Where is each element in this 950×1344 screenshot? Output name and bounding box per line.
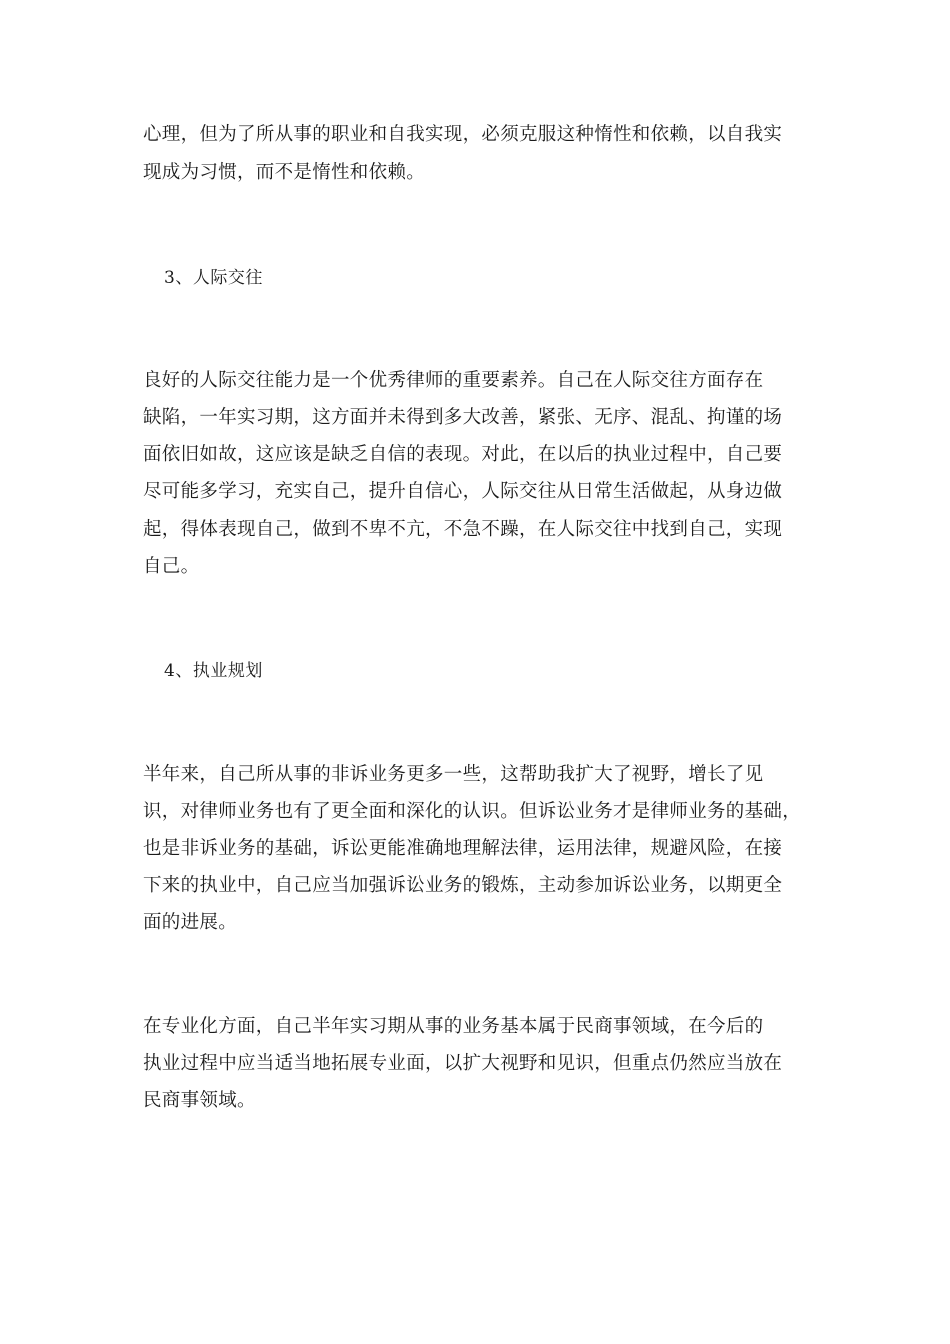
- paragraph-specialization-line-3: 民商事领域。: [143, 1090, 256, 1111]
- paragraph-practice-plan-line-2: 识，对律师业务也有了更全面和深化的认识。但诉讼业务才是律师业务的基础，: [143, 801, 802, 822]
- paragraph-interpersonal-line-4: 尽可能多学习，充实自己，提升自信心，人际交往从日常生活做起，从身边做: [143, 481, 783, 502]
- paragraph-carryover-line-2: 现成为习惯，而不是惰性和依赖。: [143, 162, 426, 183]
- paragraph-interpersonal-line-6: 自己。: [143, 556, 200, 577]
- paragraph-specialization-line-1: 在专业化方面，自己半年实习期从事的业务基本属于民商事领域，在今后的: [143, 1016, 764, 1037]
- paragraph-specialization-line-2: 执业过程中应当适当地拓展专业面，以扩大视野和见识，但重点仍然应当放在: [143, 1053, 783, 1074]
- paragraph-interpersonal-line-1: 良好的人际交往能力是一个优秀律师的重要素养。自己在人际交往方面存在: [143, 370, 764, 391]
- section-heading-interpersonal: 3、人际交往: [164, 268, 263, 288]
- paragraph-practice-plan-line-3: 也是非诉业务的基础，诉讼更能准确地理解法律，运用法律，规避风险，在接: [143, 838, 783, 859]
- paragraph-practice-plan-line-4: 下来的执业中，自己应当加强诉讼业务的锻炼，主动参加诉讼业务，以期更全: [143, 875, 783, 896]
- paragraph-interpersonal-line-2: 缺陷，一年实习期，这方面并未得到多大改善，紧张、无序、混乱、拘谨的场: [143, 407, 783, 428]
- paragraph-practice-plan-line-1: 半年来，自己所从事的非诉业务更多一些，这帮助我扩大了视野，增长了见: [143, 764, 764, 785]
- section-heading-practice-plan: 4、执业规划: [164, 661, 263, 681]
- paragraph-carryover-line-1: 心理，但为了所从事的职业和自我实现，必须克服这种惰性和依赖，以自我实: [143, 124, 783, 145]
- paragraph-practice-plan-line-5: 面的进展。: [143, 912, 238, 933]
- paragraph-interpersonal-line-3: 面依旧如故，这应该是缺乏自信的表现。对此，在以后的执业过程中，自己要: [143, 444, 783, 465]
- paragraph-interpersonal-line-5: 起，得体表现自己，做到不卑不亢，不急不躁，在人际交往中找到自己，实现: [143, 519, 783, 540]
